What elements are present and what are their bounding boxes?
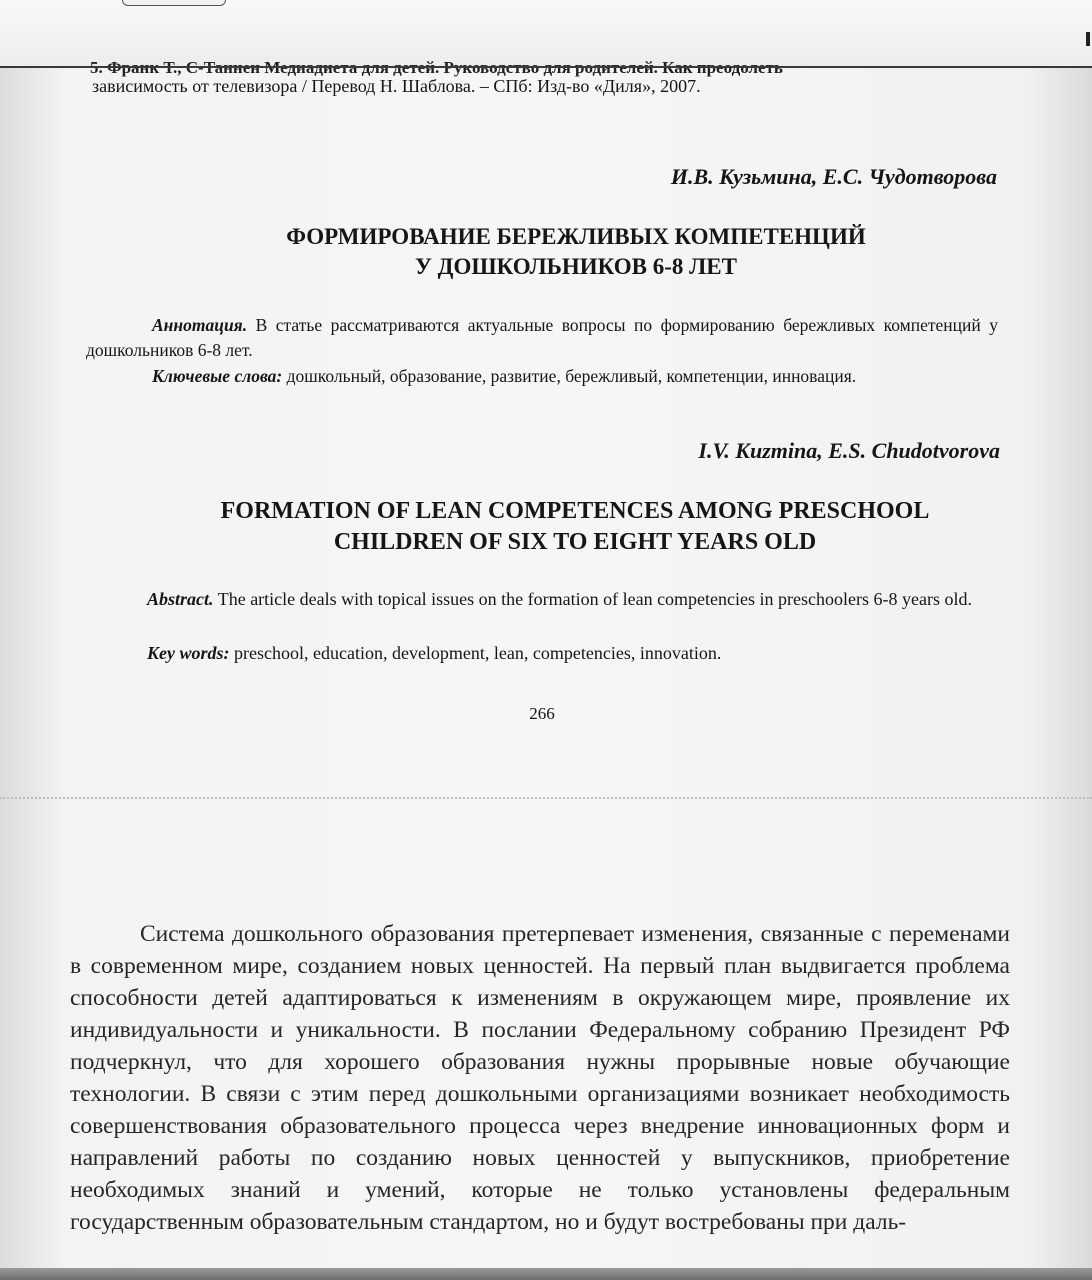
title-english-line-2: CHILDREN OF SIX TO EIGHT YEARS OLD	[333, 529, 817, 555]
abstract-english	[80, 587, 1002, 612]
authors-russian: И.В. Кузьмина, Е.С. Чудотворова	[670, 164, 997, 189]
keywords-russian	[86, 364, 998, 389]
annotation-russian	[86, 313, 998, 363]
keywords-text-english: preschool, education, development, lean, competencies, innovation.	[234, 643, 722, 663]
article-body-paragraph: Система дошкольного образования претерпевает изменения, связанные с переменами в современном мире, созданием новых ценностей. На первый план выдвигается проблема способности детей адаптироваться к изменениям в окружающем мире, проявление их индивидуальности и уникальности. В послании Федеральному собранию Президент РФ подчеркнул, что для хорошего образования нужны прорывные новые обучающие технологии. В связи с этим перед дошкольными организациями возникает необходимость совершенствования образовательного процесса через внедрение инновационных форм и направлений работы по созданию новых ценностей у выпускников, приобретение необходимых знаний и умений, которые не только установлены федеральным государственным образовательным стандартом, но и будут востребованы при даль-	[70, 921, 1010, 1235]
abstract-label: Abstract.	[147, 589, 214, 609]
keywords-label-russian: Ключевые слова:	[152, 366, 283, 386]
annotation-label: Аннотация.	[152, 315, 248, 335]
title-english-line-1: FORMATION OF LEAN COMPETENCES AMONG PRESCHOOL	[220, 498, 930, 524]
keywords-text-russian: дошкольный, образование, развитие, бережливый, компетенции, инновация.	[286, 366, 857, 386]
viewer-top-bar	[0, 0, 1092, 66]
title-russian-line-2: У ДОШКОЛЬНИКОВ 6-8 ЛЕТ	[415, 254, 737, 279]
authors-english: I.V. Kuzmina, E.S. Chudotvorova	[698, 438, 1000, 463]
title-english	[85, 496, 1065, 558]
abstract-text: The article deals with topical issues on the formation of lean competencies in preschoolers 6-8 years old.	[217, 589, 972, 609]
title-russian	[100, 222, 1052, 282]
page-number: 266	[529, 704, 555, 723]
page-separator	[0, 797, 1092, 799]
keywords-label-english: Key words:	[147, 643, 230, 663]
page-top-rule	[0, 66, 1092, 68]
previous-reference: зависимость от телевизора / Перевод Н. Шаблова. – СПб: Изд-во «Диля», 2007.	[92, 76, 701, 96]
previous-reference-cut-line	[90, 58, 995, 64]
scroll-marker	[1086, 32, 1090, 46]
viewer-bottom-edge	[0, 1268, 1092, 1280]
keywords-english	[80, 641, 1002, 666]
title-russian-line-1: ФОРМИРОВАНИЕ БЕРЕЖЛИВЫХ КОМПЕТЕНЦИЙ	[286, 224, 866, 249]
annotation-text: В статье рассматриваются актуальные вопросы по формированию бережливых компетенций у дошкольников 6-8 лет.	[86, 315, 998, 360]
window-tab[interactable]	[122, 0, 226, 6]
